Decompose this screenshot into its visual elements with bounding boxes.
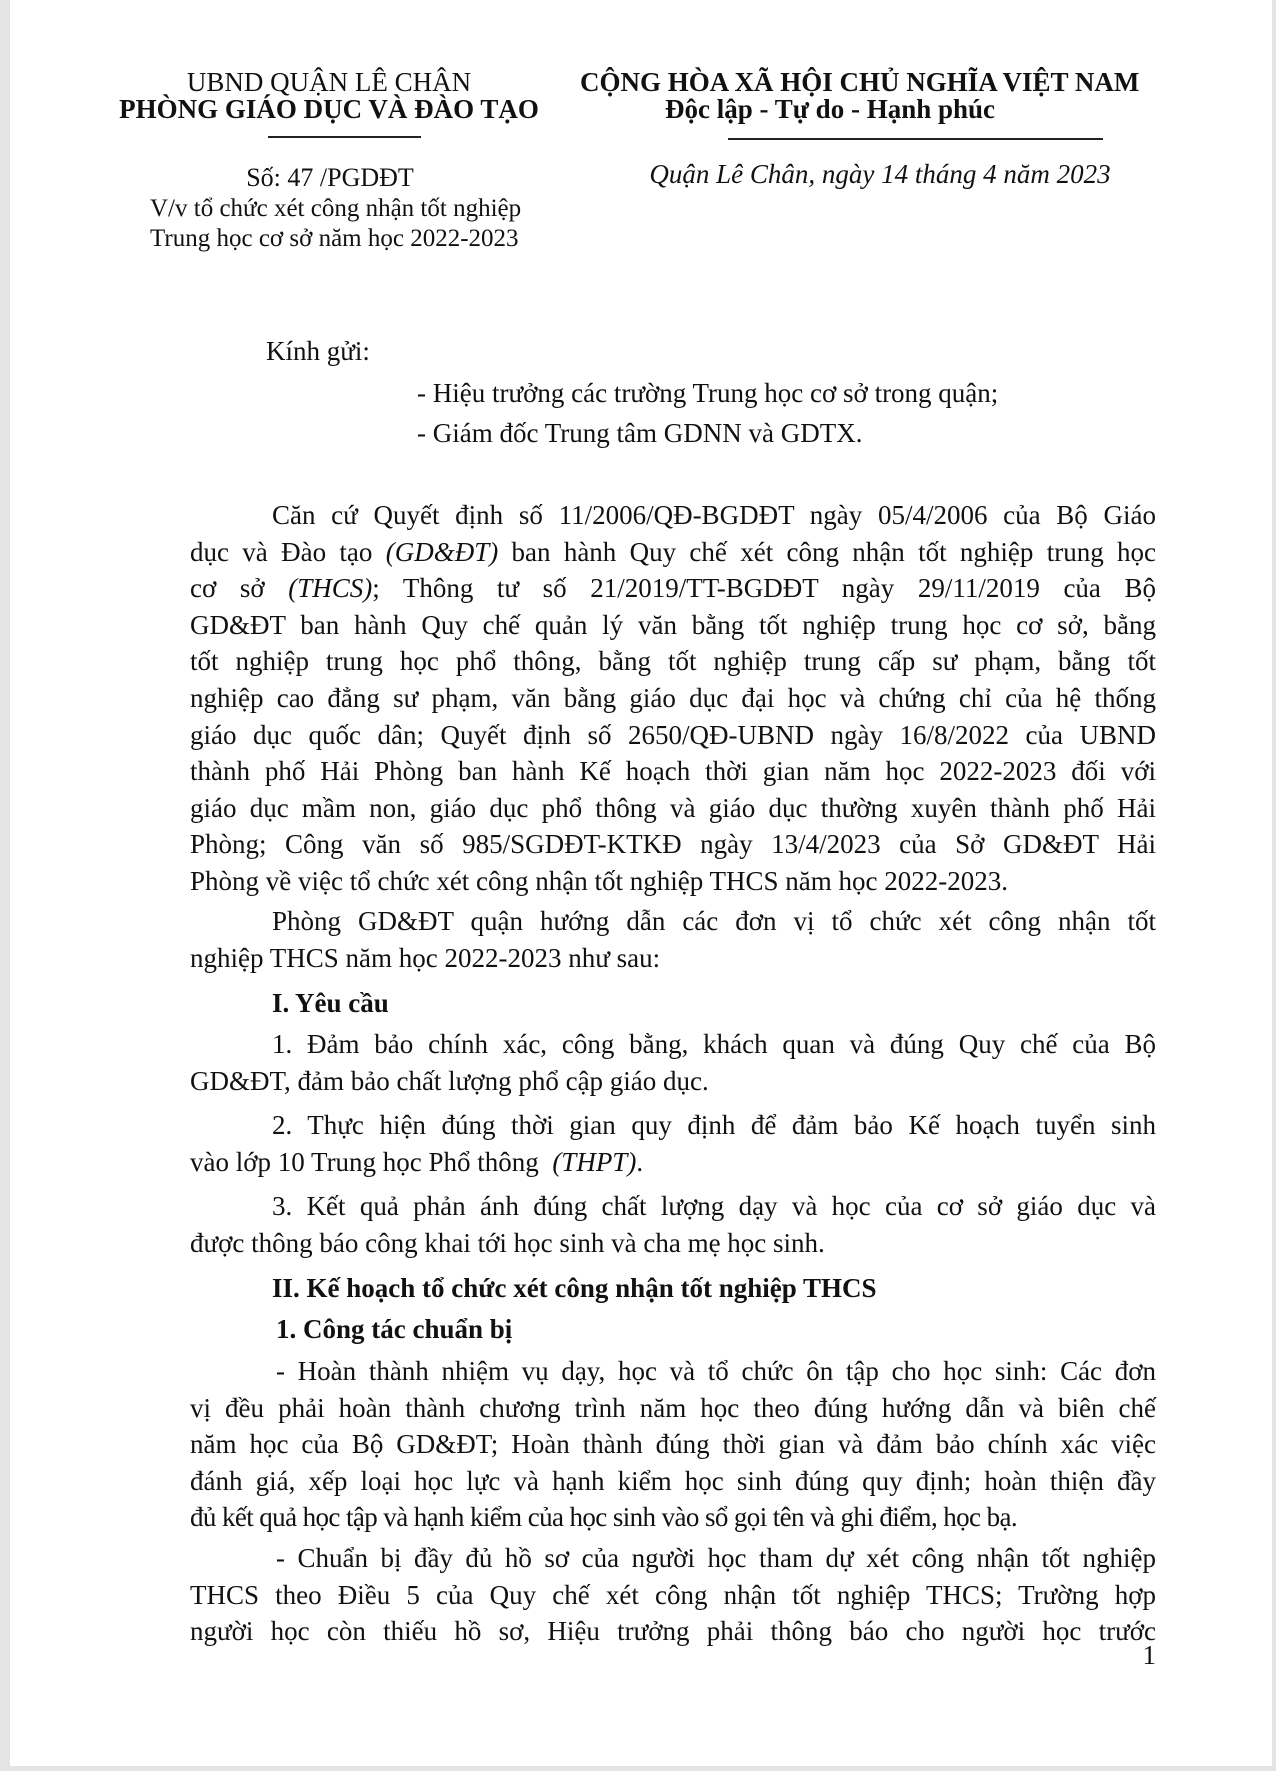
paragraph-line: nghiệp THCS năm học 2022-2023 như sau: bbox=[190, 942, 661, 973]
paragraph-line bbox=[190, 570, 1156, 607]
abbr-gddt: (GD&ĐT) bbox=[385, 536, 499, 567]
requirement-2 bbox=[190, 1107, 1156, 1180]
text-run: . bbox=[636, 1146, 644, 1177]
paragraph-line: năm học của Bộ GD&ĐT; Hoàn thành đúng thời gian và đảm bảo chính xác việc bbox=[190, 1429, 1156, 1460]
subsection-1-heading bbox=[190, 1311, 1156, 1348]
agency-parent: UBND QUẬN LÊ CHÂN bbox=[186, 67, 472, 97]
paragraph-line bbox=[190, 1144, 1156, 1181]
motto-underline bbox=[728, 138, 1103, 140]
recipient-item: - Hiệu trưởng các trường Trung học cơ sở trong quận; bbox=[417, 378, 999, 408]
paragraph-line: đánh giá, xếp loại học lực và hạnh kiểm học sinh đúng quy định; hoàn thiện đầy bbox=[190, 1465, 1156, 1496]
paragraph-line: người học còn thiếu hồ sơ, Hiệu trưởng phải thông báo cho người học trước bbox=[190, 1616, 1156, 1647]
subject-line-2: Trung học cơ sở năm học 2022-2023 bbox=[150, 225, 519, 252]
text-run: vào lớp 10 Trung học Phổ thông bbox=[190, 1146, 553, 1177]
paragraph-line: 3. Kết quả phản ánh đúng chất lượng dạy và học của cơ sở giáo dục và bbox=[272, 1191, 1156, 1221]
paragraph-line: Căn cứ Quyết định số 11/2006/QĐ-BGDĐT ngày 05/4/2006 của Bộ Giáo bbox=[272, 500, 1156, 530]
national-motto: Độc lập - Tự do - Hạnh phúc bbox=[664, 94, 996, 124]
recipient-item: - Giám đốc Trung tâm GDNN và GDTX. bbox=[417, 418, 863, 448]
text-run: ; Thông tư số 21/2019/TT-BGDĐT ngày 29/11/2019 của Bộ bbox=[372, 573, 1157, 604]
text-run: cơ sở bbox=[190, 573, 289, 604]
paragraph-line: nghiệp cao đẳng sư phạm, văn bằng giáo dục đại học và chứng chỉ của hệ thống bbox=[190, 682, 1156, 713]
recipients-label: Kính gửi: bbox=[266, 336, 370, 366]
paragraph-line: - Chuẩn bị đầy đủ hồ sơ của người học tham dự xét công nhận tốt nghiệp bbox=[276, 1543, 1156, 1573]
national-title: CỘNG HÒA XÃ HỘI CHỦ NGHĨA VIỆT NAM bbox=[580, 67, 1140, 97]
paragraph-line: tốt nghiệp trung học phổ thông, bằng tốt nghiệp trung cấp sư phạm, bằng tốt bbox=[190, 646, 1156, 677]
section-title: II. Kế hoạch tổ chức xét công nhận tốt nghiệp THCS bbox=[272, 1273, 877, 1303]
paragraph-line: GD&ĐT, đảm bảo chất lượng phổ cập giáo dục. bbox=[190, 1065, 709, 1096]
paragraph-line: giáo dục mầm non, giáo dục phổ thông và giáo dục thường xuyên thành phố Hải bbox=[190, 792, 1156, 823]
paragraph-line: vị đều phải hoàn thành chương trình năm học theo đúng hướng dẫn và biên chế bbox=[190, 1392, 1156, 1423]
abbr-thcs: (THCS) bbox=[288, 573, 373, 604]
paragraph-line: thành phố Hải Phòng ban hành Kế hoạch thời gian năm học 2022-2023 đối với bbox=[190, 756, 1156, 787]
paragraph-line: đủ kết quả học tập và hạnh kiểm của học sinh vào sổ gọi tên và ghi điểm, học bạ. bbox=[190, 1502, 1018, 1533]
agency-underline bbox=[268, 136, 421, 138]
paragraph-line: Phòng; Công văn số 985/SGDĐT-KTKĐ ngày 13/4/2023 của Sở GD&ĐT Hải bbox=[190, 829, 1156, 860]
subsection-title: 1. Công tác chuẩn bị bbox=[276, 1314, 513, 1344]
paragraph-line: GD&ĐT ban hành Quy chế quản lý văn bằng tốt nghiệp trung học cơ sở, bằng bbox=[190, 609, 1156, 640]
abbr-thpt: (THPT) bbox=[552, 1146, 637, 1177]
place-date: Quận Lê Chân, ngày 14 tháng 4 năm 2023 bbox=[649, 159, 1111, 189]
paragraph-line: được thông báo công khai tới học sinh và cha mẹ học sinh. bbox=[190, 1227, 825, 1258]
paragraph-line: Phòng về việc tổ chức xét công nhận tốt nghiệp THCS năm học 2022-2023. bbox=[190, 865, 1009, 896]
guidance-paragraph bbox=[190, 903, 1156, 976]
agency-name: PHÒNG GIÁO DỤC VÀ ĐÀO TẠO bbox=[119, 94, 539, 124]
section-2-heading bbox=[190, 1270, 1156, 1307]
requirement-1 bbox=[190, 1026, 1156, 1099]
paragraph-line: - Hoàn thành nhiệm vụ dạy, học và tổ chức ôn tập cho học sinh: Các đơn bbox=[276, 1356, 1156, 1386]
paragraph-line: Phòng GD&ĐT quận hướng dẫn các đơn vị tổ chức xét công nhận tốt bbox=[272, 906, 1156, 936]
section-1-heading bbox=[190, 985, 1156, 1022]
paragraph-line: giáo dục quốc dân; Quyết định số 2650/QĐ-UBND ngày 16/8/2022 của UBND bbox=[190, 719, 1156, 750]
page-number: 1 bbox=[1142, 1640, 1156, 1670]
paragraph-line: THCS theo Điều 5 của Quy chế xét công nhận tốt nghiệp THCS; Trường hợp bbox=[190, 1579, 1156, 1610]
requirement-3 bbox=[190, 1188, 1156, 1261]
paragraph-line bbox=[190, 534, 1156, 571]
preparation-item-1 bbox=[190, 1353, 1156, 1536]
preparation-item-2 bbox=[190, 1540, 1156, 1650]
text-run: dục và Đào tạo bbox=[190, 536, 386, 567]
text-run: ban hành Quy chế xét công nhận tốt nghiệp trung học bbox=[498, 536, 1157, 567]
section-title: I. Yêu cầu bbox=[272, 988, 389, 1018]
document-number: Số: 47 /PGDĐT bbox=[246, 163, 414, 192]
paragraph-line: 2. Thực hiện đúng thời gian quy định để đảm bảo Kế hoạch tuyển sinh bbox=[272, 1110, 1156, 1140]
paragraph-line: 1. Đảm bảo chính xác, công bằng, khách quan và đúng Quy chế của Bộ bbox=[272, 1029, 1156, 1059]
legal-basis-paragraph bbox=[190, 497, 1156, 900]
subject-line-1: V/v tổ chức xét công nhận tốt nghiệp bbox=[150, 195, 522, 222]
document-page bbox=[10, 0, 1272, 1766]
